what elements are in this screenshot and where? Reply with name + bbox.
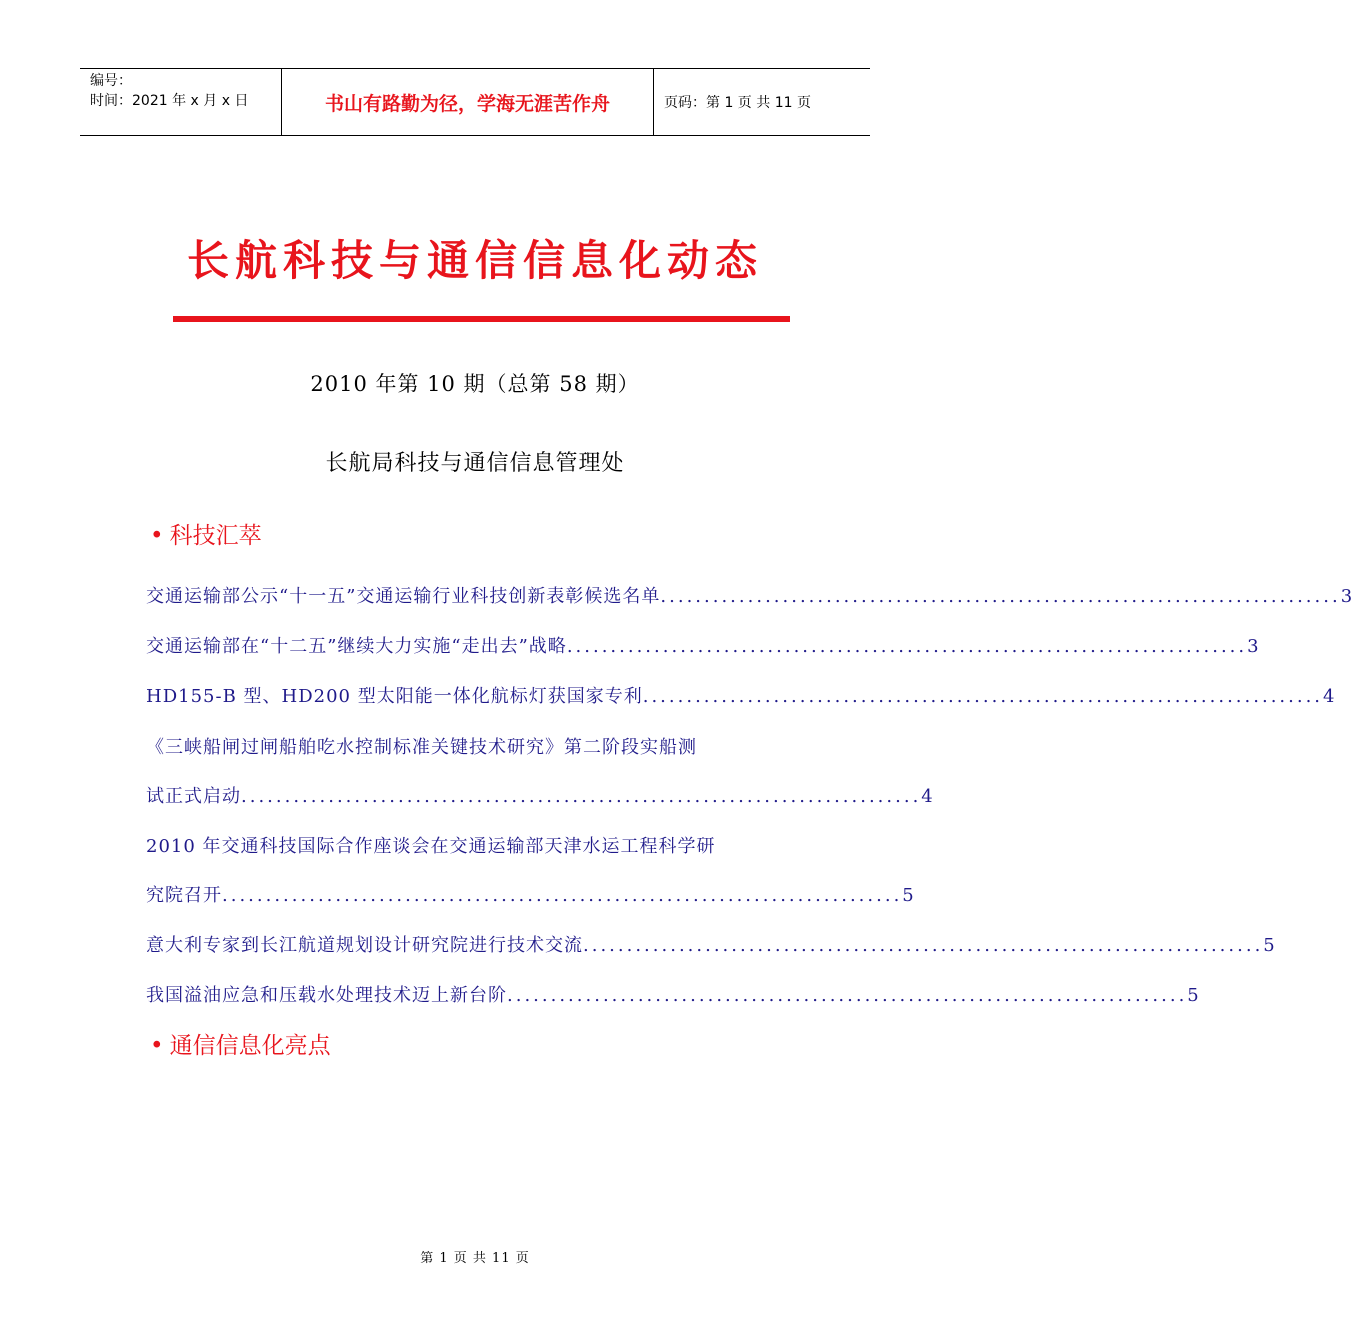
section-heading-comm xyxy=(150,1027,331,1060)
toc-page-number: 3 xyxy=(1340,586,1353,607)
header-page-info: 页码：第 1 页 共 11 页 xyxy=(664,95,811,111)
header-meta xyxy=(80,69,281,135)
toc-page-number: 5 xyxy=(1263,935,1276,956)
page-footer: 第 1 页 共 11 页 xyxy=(420,1251,530,1266)
toc-entry-text: 意大利专家到长江航道规划设计研究院进行技术交流 xyxy=(146,935,583,956)
bullet-icon: • xyxy=(150,523,164,549)
toc-page-number: 3 xyxy=(1247,636,1260,657)
toc-leader: .............................................................................. xyxy=(660,586,1341,607)
toc-entry[interactable] xyxy=(146,931,1276,957)
title-divider xyxy=(173,316,790,322)
toc-entry[interactable] xyxy=(146,881,915,907)
header-table xyxy=(80,68,870,136)
toc-page-number: 4 xyxy=(1323,686,1336,707)
issue-number: 2010 年第 10 期（总第 58 期） xyxy=(310,372,640,396)
toc-entry-text: 究院召开 xyxy=(146,885,222,906)
section-heading-label: 科技汇萃 xyxy=(169,523,262,549)
toc-leader: .............................................................................. xyxy=(222,885,903,906)
publisher: 长航局科技与通信信息管理处 xyxy=(325,451,625,476)
toc-page-number: 4 xyxy=(921,786,934,807)
toc-entry-wrapped-line[interactable]: 《三峡船闸过闸船舶吃水控制标准关键技术研究》第二阶段实船测 xyxy=(146,737,697,758)
toc-entry-text: 交通运输部在“十二五”继续大力实施“走出去”战略 xyxy=(146,636,567,657)
toc-page-number: 5 xyxy=(1187,985,1200,1006)
section-heading-label: 通信信息化亮点 xyxy=(169,1033,331,1059)
time-label: 时间：2021 年 x 月 x 日 xyxy=(90,93,249,109)
toc-entry[interactable] xyxy=(146,582,1353,608)
header-motto: 书山有路勤为径，学海无涯苦作舟 xyxy=(281,69,654,135)
toc-entry-text: 试正式启动 xyxy=(146,786,241,807)
number-label: 编号： xyxy=(90,73,132,89)
page-title: 长航科技与通信信息化动态 xyxy=(186,236,763,285)
toc-leader: .............................................................................. xyxy=(583,935,1264,956)
toc-leader: .............................................................................. xyxy=(566,636,1248,657)
toc-page-number: 5 xyxy=(902,885,915,906)
toc-leader: .............................................................................. xyxy=(241,786,922,807)
toc-entry-text: 我国溢油应急和压载水处理技术迈上新台阶 xyxy=(146,985,507,1006)
toc-entry-text: 交通运输部公示“十一五”交通运输行业科技创新表彰候选名单 xyxy=(146,586,661,607)
section-heading-tech xyxy=(150,517,262,550)
bullet-icon: • xyxy=(150,1033,164,1059)
toc-entry[interactable] xyxy=(146,682,1336,708)
toc-entry[interactable] xyxy=(146,782,934,808)
toc-leader: .............................................................................. xyxy=(642,686,1324,707)
toc-entry-wrapped-line[interactable]: 2010 年交通科技国际合作座谈会在交通运输部天津水运工程科学研 xyxy=(146,836,716,857)
toc-entry-text: HD155-B 型、HD200 型太阳能一体化航标灯获国家专利 xyxy=(146,686,643,707)
toc-entry[interactable] xyxy=(146,632,1260,658)
toc-entry[interactable] xyxy=(146,981,1200,1007)
toc-leader: .............................................................................. xyxy=(507,985,1188,1006)
